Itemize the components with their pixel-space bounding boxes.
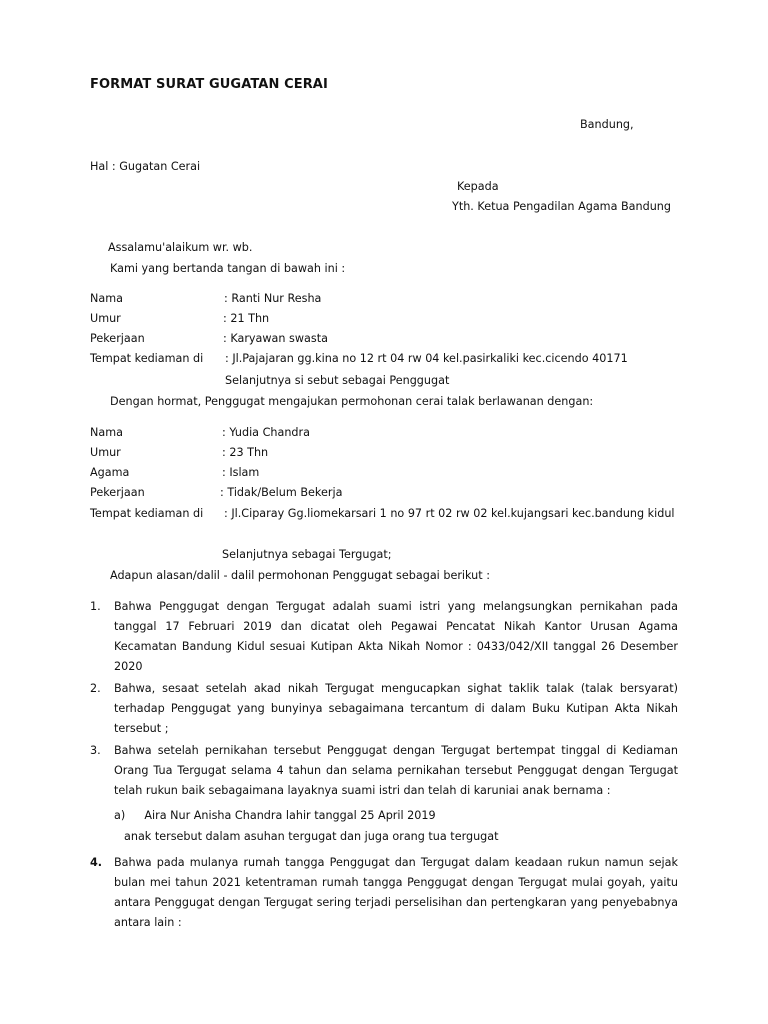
field-label: Tempat kediaman di (90, 352, 204, 365)
list-text: Bahwa, sesaat setelah akad nikah Tergugat mengucapkan sighat taklik talak (talak bersyarat) terhadap Penggugat yang bunyinya sebagaimana tercantum di dalam Buku Kutipan Akta Nikah tersebut ; (114, 682, 678, 735)
list-item (90, 853, 678, 933)
field-label: Tempat kediaman di (90, 507, 204, 520)
penggugat-nama-row (90, 292, 690, 308)
list-number: 2. (90, 682, 101, 695)
tergugat-alamat-row (90, 507, 690, 523)
list-item (90, 679, 678, 739)
tergugat-designation: Selanjutnya sebagai Tergugat; (222, 548, 392, 561)
field-value: : Yudia Chandra (222, 426, 310, 439)
place-date: Bandung, (580, 118, 634, 131)
field-value: : Tidak/Belum Bekerja (220, 486, 343, 499)
list-text: Bahwa pada mulanya rumah tangga Penggugat dan Tergugat dalam keadaan rukun namun sejak bulan mei tahun 2021 ketentraman rumah tangga Penggugat dengan Tergugat mulai goyah, yaitu antara Penggugat dengan Tergugat sering terjadi perselisihan dan pertengkaran yang penyebabnya antara lain : (114, 856, 678, 929)
addressee-kepada: Kepada (457, 180, 499, 193)
child-note: anak tersebut dalam asuhan tergugat dan juga orang tua tergugat (124, 830, 499, 843)
field-value: : Karyawan swasta (223, 332, 328, 345)
field-label: Agama (90, 466, 130, 479)
field-value: : Ranti Nur Resha (224, 292, 322, 305)
field-label: Pekerjaan (90, 486, 145, 499)
list-item (90, 597, 678, 677)
tergugat-agama-row (90, 466, 690, 482)
field-value: : Islam (222, 466, 260, 479)
list-text: Bahwa setelah pernikahan tersebut Penggugat dengan Tergugat bertempat tinggal di Kediaman Orang Tua Tergugat selama 4 tahun dan selama pernikahan tersebut Penggugat dengan Tergugat telah rukun baik sebagaimana layaknya suami istri dan telah di karuniai anak bernama : (114, 744, 678, 797)
intro-line: Kami yang bertanda tangan di bawah ini : (110, 262, 346, 275)
child-name: Aira Nur Anisha Chandra lahir tanggal 25 April 2019 (144, 809, 436, 822)
field-value: : 21 Thn (223, 312, 270, 325)
penggugat-alamat-row (90, 352, 690, 368)
penggugat-umur-row (90, 312, 690, 328)
penggugat-designation: Selanjutnya si sebut sebagai Penggugat (225, 374, 450, 387)
document-title: FORMAT SURAT GUGATAN CERAI (90, 77, 328, 92)
reasons-list (90, 597, 678, 801)
subject-line: Hal : Gugatan Cerai (90, 160, 201, 173)
tergugat-umur-row (90, 446, 690, 462)
sub-label: a) (114, 809, 126, 822)
hormat-line: Dengan hormat, Penggugat mengajukan permohonan cerai talak berlawanan dengan: (110, 395, 594, 408)
list-text: Bahwa Penggugat dengan Tergugat adalah suami istri yang melangsungkan pernikahan pada tanggal 17 Februari 2019 dan dicatat oleh Pegawai Pencatat Nikah Kantor Urusan Agama Kecamatan Bandung Kidul sesuai Kutipan Akta Nikah Nomor : 0433/042/XII tanggal 26 Desember 2020 (114, 600, 678, 673)
field-label: Nama (90, 292, 123, 305)
field-value: : Jl.Pajajaran gg.kina no 12 rt 04 rw 04 kel.pasirkaliki kec.cicendo 40171 (225, 352, 628, 365)
reasons-list-continued (90, 853, 678, 933)
field-value: : 23 Thn (222, 446, 269, 459)
list-number: 3. (90, 744, 101, 757)
greeting: Assalamu'alaikum wr. wb. (108, 241, 253, 254)
field-label: Umur (90, 312, 121, 325)
field-label: Nama (90, 426, 123, 439)
addressee-yth: Yth. Ketua Pengadilan Agama Bandung (452, 200, 671, 213)
field-label: Umur (90, 446, 121, 459)
field-value: : Jl.Ciparay Gg.liomekarsari 1 no 97 rt 02 rw 02 kel.kujangsari kec.bandung kidul (224, 507, 675, 520)
list-number: 4. (90, 856, 103, 869)
child-entry (114, 809, 436, 822)
list-number: 1. (90, 600, 101, 613)
tergugat-pekerjaan-row (90, 486, 690, 502)
list-item (90, 741, 678, 801)
alasan-intro: Adapun alasan/dalil - dalil permohonan Penggugat sebagai berikut : (110, 569, 490, 582)
tergugat-nama-row (90, 426, 690, 442)
penggugat-pekerjaan-row (90, 332, 690, 348)
field-label: Pekerjaan (90, 332, 145, 345)
